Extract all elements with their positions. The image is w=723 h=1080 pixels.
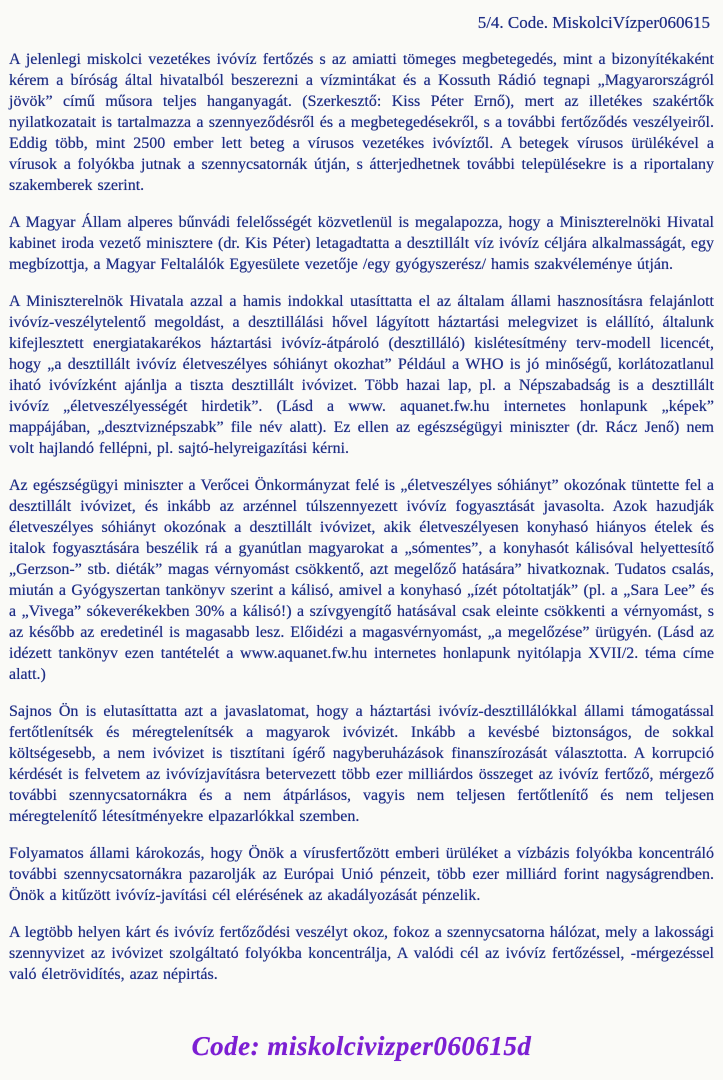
page-header-code: 5/4. Code. MiskolciVízper060615 — [477, 13, 710, 32]
paragraph-7: A legtöbb helyen kárt és ivóvíz fertőződési veszélyt okoz, fokoz a szennycsatorna hálózat, mely a lakossági szennyvizet az ivóvizet szolgáltató folyókba koncentrálja, A valódi cél az ivóvíz fertőzéssel, -mérgezéssel való életrövidítés, azaz népirtás. — [9, 924, 714, 983]
paragraph-5: Sajnos Ön is elutasíttatta azt a javaslatomat, hogy a háztartási ivóvíz-desztillálókkal állami támogatással fertőtlenítsék és méregtelenítsék a magyarok ivóvizét. Inkább a kevésbé biztonságos, de sokkal költségesebb, a nem ivóvizet is tisztítani ígérő nagyberuházások finanszírozását választotta. A korrupció kérdését is felvetem az ivóvízjavításra betervezett több ezer milliárdos összeget az ivóvíz fertőző, mérgező további szennycsatornákra és a nem átpárlásos, vagyis nem teljesen fertőtlenítő és nem teljesen méregtelenítő létesítményekre elpazarlókkal szemben. — [9, 703, 714, 825]
paragraph-1: A jelenlegi miskolci vezetékes ivóvíz fertőzés s az amiatti tömeges megbetegedés, mint a bizonyítékaként kérem a bíróság által hivatalból beszerezni a vízmintákat és a Kossuth Rádió tegnapi „Magyarországról jövök” című műsora teljes hanganyagát. (Szerkesztő: Kiss Péter Ernő), mert az illetékes szakértők nyilatkozatait is tartalmazza a szennyeződésről és a megbetegedésekről, s a további fertőződés veszélyeiről. Eddig több, mint 2500 ember lett beteg a vírusos vezetékes ivóvíztől. A betegek vírusos ürülékével a vírusok a folyókba jutnak a szennycsatornák útján, s átterjedhetnek további településekre is a riportalany szakemberek szerint. — [9, 51, 714, 194]
paragraph-3: A Miniszterelnök Hivatala azzal a hamis indokkal utasíttatta el az általam állami hasznosításra felajánlott ivóvíz-veszélytelentő megoldást, a desztillálási hővel lágyított háztartási melegvizet is elállító, általunk kifejlesztett energiatakarékos háztartási ivóvíz-átpároló (desztilláló) kislétesítmény terv-modell licencét, hogy „a desztillált ivóvíz életveszélyes sóhiányt okozhat” Például a WHO is jó minőségű, korlátozatlanul iható ivóvízként ajánlja a tiszta desztillált ivóvizet. Több hazai lap, pl. a Népszabadság is a desztillált ivóvíz „életveszélyességét hirdetik”. (Lásd a www. aquanet.fw.hu internetes honlapunk „képek” mappájában, „desztviznépszabk” file név alatt). Ez ellen az egészségügyi miniszter (dr. Rácz Jenő) nem volt hajlandó fellépni, pl. sajtó-helyreigazítási kérni. — [9, 293, 714, 457]
paragraph-2: A Magyar Állam alperes bűnvádi felelősségét közvetlenül is megalapozza, hogy a Miniszterelnöki Hivatal kabinet iroda vezető minisztere (dr. Kis Péter) letagadtatta a desztillált víz ivóvíz céljára alkalmasságát, egy megbízottja, a Magyar Feltalálók Egyesülete vezetője /egy gyógyszerész/ hamis szakvéleménye útján. — [9, 214, 714, 273]
footer-code: Code: miskolcivizper060615d — [191, 1031, 532, 1061]
paragraph-6: Folyamatos állami károkozás, hogy Önök a vírusfertőzött emberi ürüléket a vízbázis folyókba koncentráló további szennycsatornákra pazarolják az Európai Unió pénzeit, több ezer milliárd forint nagyságrendben. Önök a kitűzött ivóvíz-javítási cél elérésének az akadályozását pénzelik. — [9, 845, 714, 904]
paragraph-4: Az egészségügyi miniszter a Verőcei Önkormányzat felé is „életveszélyes sóhiányt” okozónak tüntette fel a desztillált ivóvizet, és inkább az arzénnel túlszennyezett ivóvíz fogyasztását javasolta. Azok hazudják életveszélyes sóhiányt okozónak a desztillált ivóvizet, akik életveszélyesen konyhasó hiányos ételek és italok fogyasztására beszélik rá a gyanútlan magyarokat a „sómentes”, a konyhasót kálisóval helyettesítő „Gerzson-” stb. diéták” magas vérnyomást csökkentő, azt megelőző hatására” hivatkoznak. Tudatos csalás, miután a Gyógyszertan tankönyv szerint a kálisó, amivel a konyhasó „ízét pótoltatják” (pl. a „Sara Lee” és a „Vivega” sókeverékekben 30% a kálisó!) a szívgyengítő hatásával csak eleinte csökkenti a vérnyomást, s az később az eredetinél is magasabb lesz. Előidézi a magasvérnyomást, „a megelőzése” ürügyén. (Lásd az idézett tankönyv ezen tantételét a www.aquanet.fw.hu internetes honlapunk nyitólapja XVII/2. téma címe alatt.) — [9, 477, 714, 683]
